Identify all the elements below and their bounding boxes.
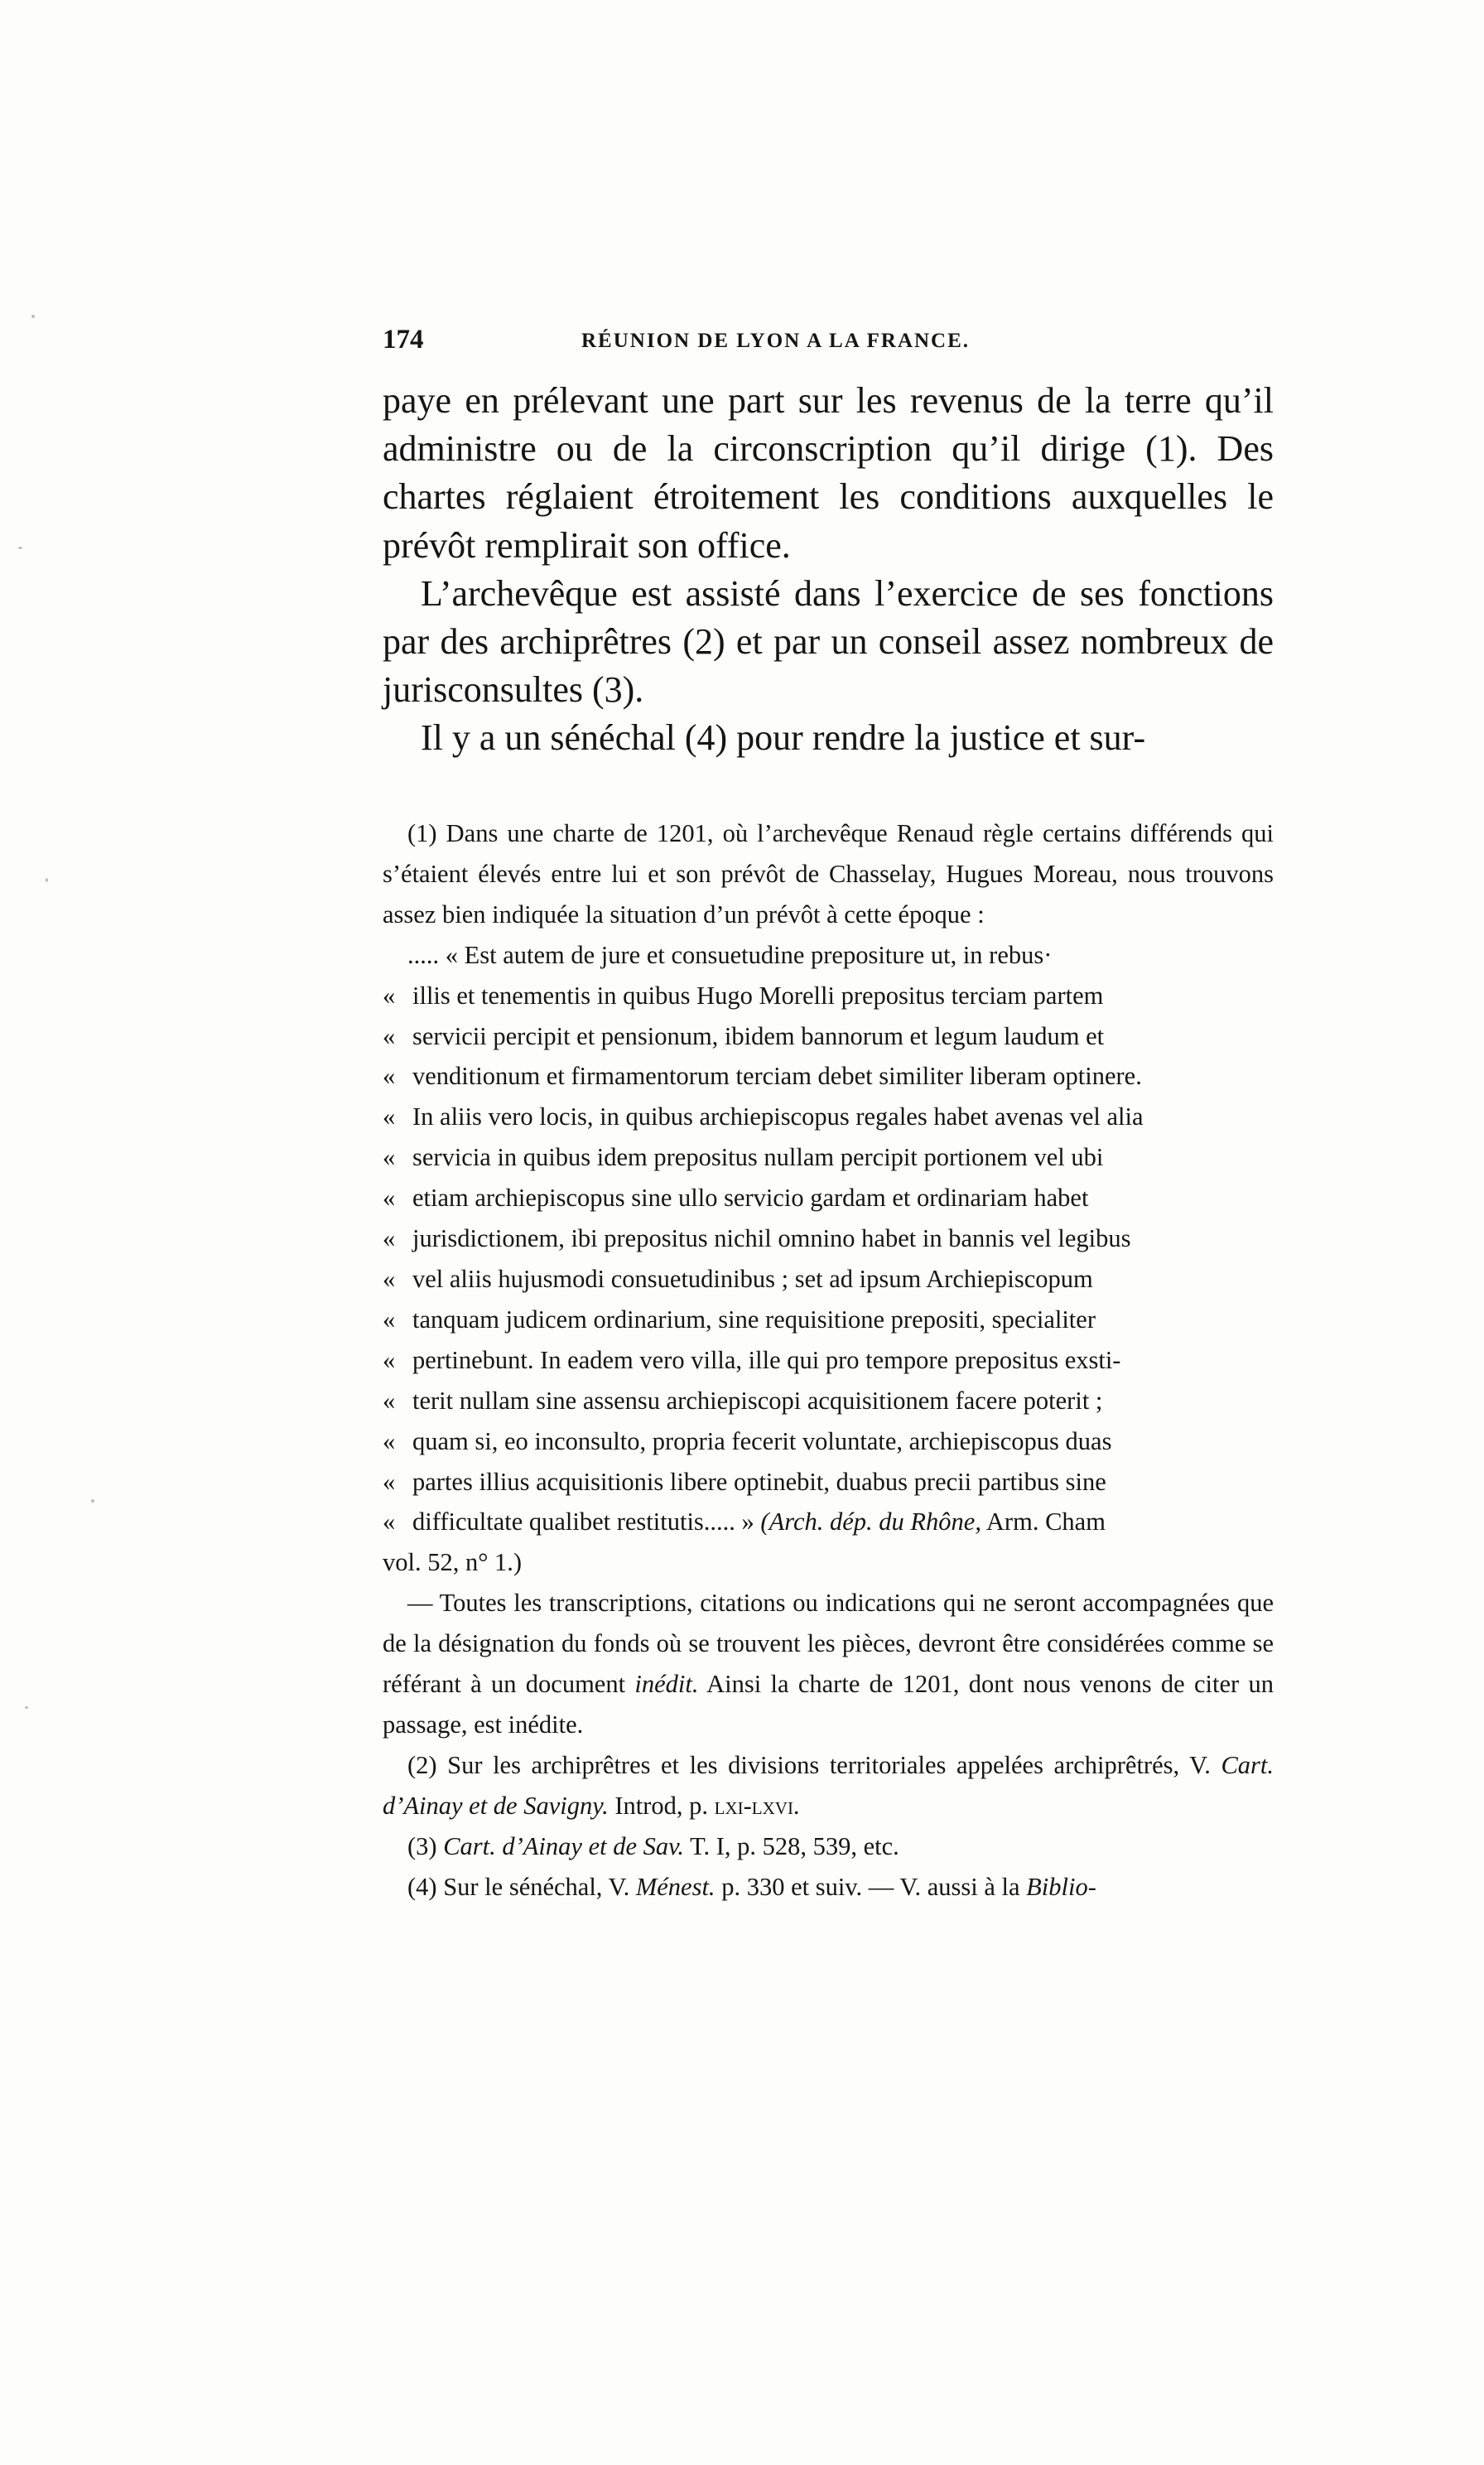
latin-quote-line [383, 1502, 1274, 1542]
citation-title: Ménest. [635, 1872, 716, 1901]
latin-line-text: difficultate qualibet restitutis..... » [412, 1507, 754, 1536]
latin-line-text: servicia in quibus idem prepositus nullam percipit portionem vel ubi [412, 1143, 1104, 1172]
latin-quote-line [383, 1421, 1274, 1462]
quote-mark: « [383, 1102, 396, 1131]
archive-volume: vol. 52, n° 1.) [383, 1548, 523, 1577]
latin-quote-line [383, 1300, 1274, 1340]
latin-quote-line [383, 1056, 1274, 1097]
quote-mark: « [383, 1062, 396, 1091]
latin-quote-line [383, 1462, 1274, 1503]
footnote-text: (3) [407, 1831, 437, 1860]
page-header [383, 325, 1275, 358]
quote-mark: « [383, 1264, 396, 1293]
latin-quote-line [383, 1137, 1274, 1178]
citation-title: Cart. d’Ainay et de Sav. [443, 1831, 685, 1860]
latin-line-text: tanquam judicem ordinarium, sine requisitione prepositi, specialiter [412, 1305, 1096, 1334]
latin-quote-block [383, 976, 1274, 1503]
quote-mark: « [383, 1305, 396, 1334]
latin-line-text: terit nullam sine assensu archiepiscopi acquisitionem facere poterit ; [412, 1386, 1103, 1415]
running-head: RÉUNION DE LYON A LA FRANCE. [581, 330, 971, 352]
footnote-text: Introd, p. [614, 1791, 709, 1820]
footnote-4 [383, 1867, 1274, 1908]
latin-quote-line [383, 1097, 1274, 1137]
quote-mark: « [383, 1021, 396, 1050]
latin-line-text: quam si, eo inconsulto, propria fecerit voluntate, archiepiscopus duas [412, 1426, 1112, 1455]
quote-mark: « [383, 981, 396, 1010]
latin-quote-line [383, 1178, 1274, 1218]
note-italic: inédit. [634, 1670, 699, 1699]
scan-speck [18, 547, 22, 549]
latin-line-text: etiam archiepiscopus sine ullo servicio gardam et ordinariam habet [412, 1184, 1089, 1213]
quote-mark: « [383, 1507, 396, 1536]
archive-source: (Arch. dép. du Rhône, [760, 1507, 981, 1536]
page-number: 174 [383, 325, 424, 355]
paragraph: Il y a un sénéchal (4) pour rendre la justice et sur- [421, 717, 1146, 759]
quote-mark: « [383, 1184, 396, 1213]
latin-quote-line [383, 1259, 1274, 1300]
latin-line-text: In aliis vero locis, in quibus archiepiscopus regales habet avenas vel alia [412, 1102, 1144, 1131]
quote-mark: « [383, 1224, 396, 1253]
latin-line-text: jurisdictionem, ibi prepositus nichil omnino habet in bannis vel legibus [412, 1224, 1131, 1253]
latin-quote-line [383, 1016, 1274, 1057]
latin-quote-line [383, 1340, 1274, 1381]
footnote-2 [383, 1745, 1274, 1826]
citation-title: Biblio- [1026, 1872, 1096, 1901]
latin-line-text: partes illius acquisitionis libere optinebit, duabus precii partibus sine [412, 1467, 1106, 1496]
quote-mark: « [383, 1386, 396, 1415]
footnote-text: (2) Sur les archiprêtres et les divisions territoriales appelées archiprêtrés, V. [407, 1750, 1211, 1779]
footnote-text: p. 330 et suiv. — V. aussi à la [721, 1872, 1020, 1901]
latin-quote-line [383, 1218, 1274, 1259]
main-text [383, 377, 1274, 763]
archive-source-rest: Arm. Cham [985, 1507, 1106, 1536]
note-text: — Toutes les transcriptions, citations ou indications qui ne seront accompagnées que de la désignation du fonds où se trouvent les pièces, devront être considérées comme se référant à un document [383, 1589, 1274, 1699]
latin-line-text: servicii percipit et pensionum, ibidem bannorum et legum laudum et [412, 1021, 1105, 1050]
scan-speck [46, 878, 48, 882]
note-text: Ainsi la charte de 1201, dont nous venons de citer un passage, est inédite. [383, 1670, 1274, 1739]
latin-line-text: vel aliis hujusmodi consuetudinibus ; set ad ipsum Archiepiscopum [412, 1264, 1093, 1293]
quote-mark: « [383, 1143, 396, 1172]
latin-quote-line [383, 976, 1274, 1016]
latin-quote-line [383, 1381, 1274, 1421]
scan-speck [25, 1706, 28, 1709]
footnotes [383, 813, 1274, 1907]
footnote-3 [383, 1826, 1274, 1867]
latin-line-text: venditionum et firmamentorum terciam debet similiter liberam optinere. [412, 1062, 1142, 1091]
editorial-note [383, 1583, 1274, 1745]
quote-mark: « [383, 1345, 396, 1374]
latin-line-text: pertinebunt. In eadem vero villa, ille qui pro tempore prepositus exsti- [412, 1345, 1121, 1374]
footnote-1-intro: (1) Dans une charte de 1201, où l’archevêque Renaud règle certains différends qui s’étaient élevés entre lui et son prévôt de Chasselay, Hugues Moreau, nous trouvons assez bien indiquée la situation d’un prévôt à cette époque : [383, 819, 1274, 929]
roman-pages: lxi-lxvi. [714, 1791, 800, 1820]
scan-speck [91, 1499, 94, 1503]
paragraph: L’archevêque est assisté dans l’exercice de ses fonctions par des archiprêtres (2) et par un conseil assez nombreux de jurisconsultes (3). [383, 572, 1274, 711]
footnote-text: (4) Sur le sénéchal, V. [407, 1872, 630, 1901]
latin-quote-line: ..... « Est autem de jure et consuetudine prepositure ut, in rebus· [407, 940, 1053, 969]
footnote-text: T. I, p. 528, 539, etc. [690, 1831, 899, 1860]
scan-speck [31, 315, 35, 318]
paragraph: paye en prélevant une part sur les revenus de la terre qu’il administre ou de la circonscription qu’il dirige (1). Des chartes réglaient étroitement les conditions auxquelles le prévôt remplirait son office. [383, 380, 1274, 566]
latin-line-text: illis et tenementis in quibus Hugo Morelli prepositus terciam partem [412, 981, 1104, 1010]
citation-title: Cart. d’Ainay et de Savigny. [383, 1750, 1274, 1820]
quote-mark: « [383, 1426, 396, 1455]
quote-mark: « [383, 1467, 396, 1496]
